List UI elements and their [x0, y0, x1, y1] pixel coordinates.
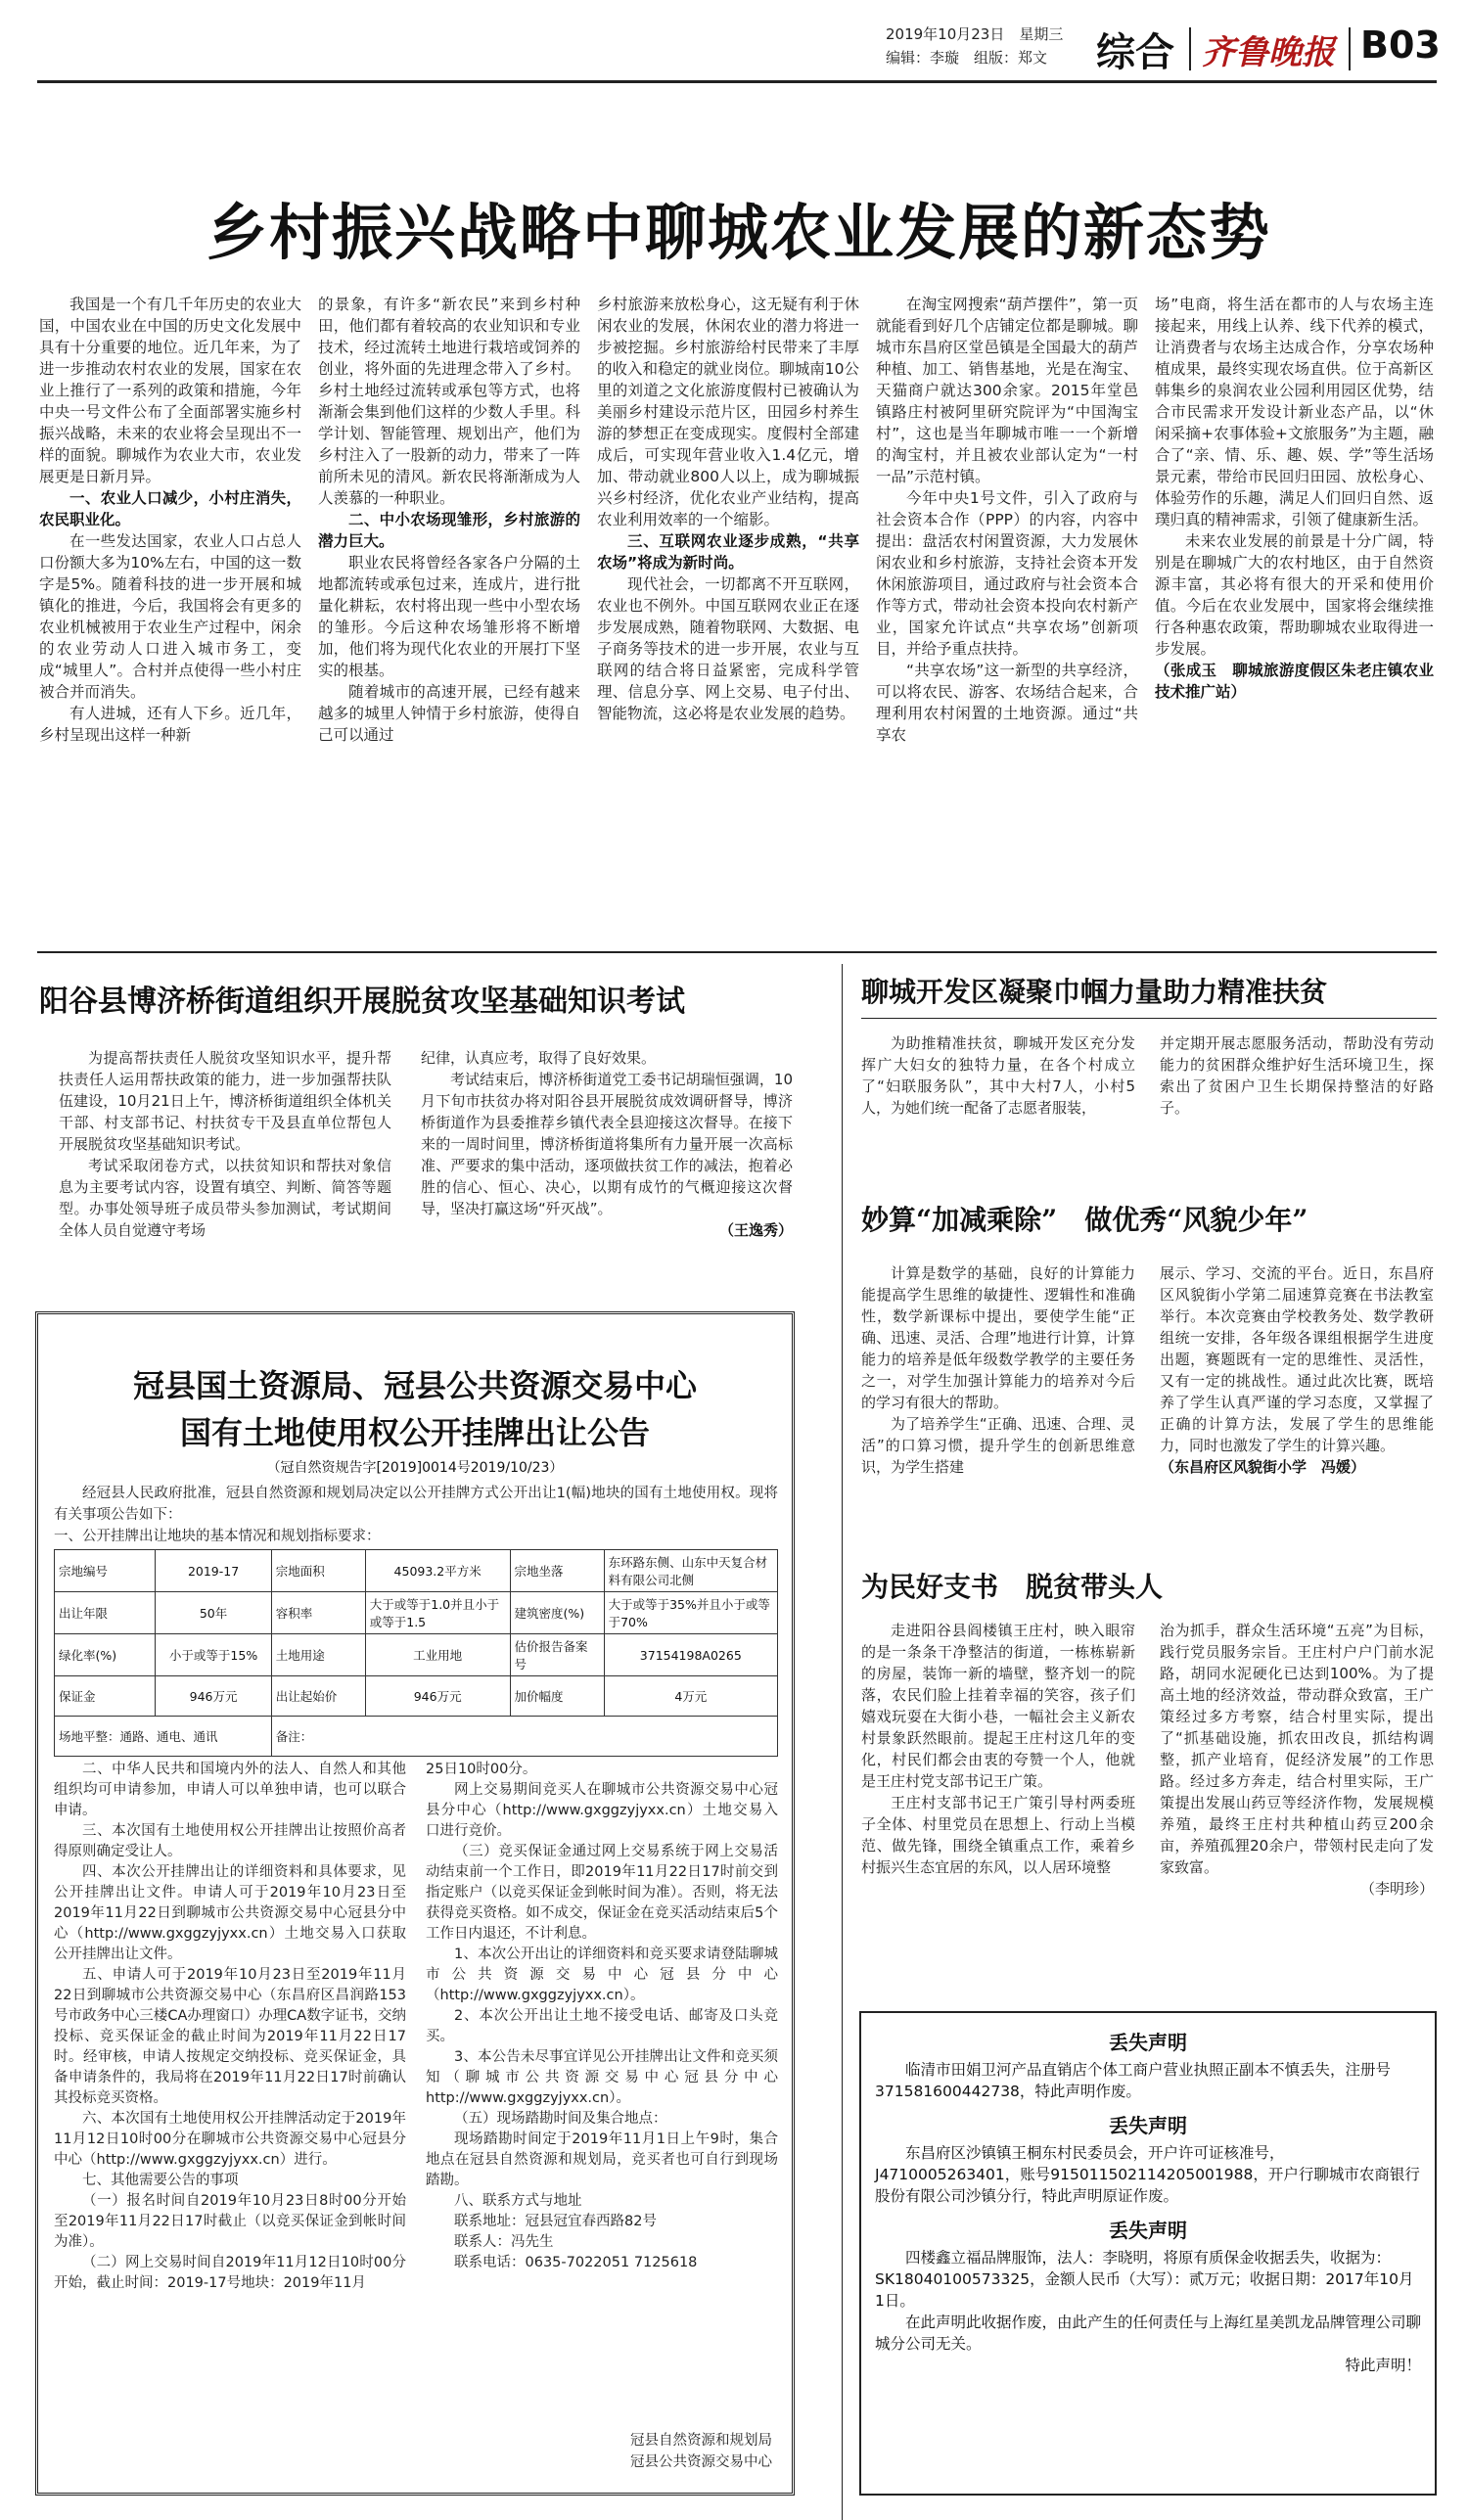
table-cell: 出让年限: [55, 1592, 156, 1634]
paragraph: 在此声明此收据作废，由此产生的任何责任与上海红星美凯龙品牌管理公司聊城分公司无关。: [875, 2314, 1422, 2353]
article-col: [861, 1262, 1135, 1478]
main-headline: 乡村振兴战略中聊城农业发展的新态势: [206, 197, 1271, 268]
paragraph: 四楼鑫立福品牌服饰，法人：李晓明，将原有质保金收据丢失，收据为：SK18040100573325，金额人民币（大写）：贰万元；收据日期：2017年10月1日。: [875, 2249, 1414, 2310]
paragraph: 东昌府区沙镇镇王桐东村民委员会，开户许可证核准号，J4710005263401，账号915011502114205001988，开户行聊城市农商银行股份有限公司沙镇分行，特此声明原证作废。: [875, 2144, 1420, 2205]
header-editors: 编辑：李璇 组版：郑文: [886, 49, 1048, 67]
paragraph: 联系地址：冠县冠宜春西路82号: [454, 2214, 657, 2229]
section-name: 综合: [1096, 29, 1174, 75]
notice-signature-2: 冠县公共资源交易中心: [630, 2454, 772, 2470]
subheading: 一、农业人口减少，小村庄消失，农民职业化。: [39, 489, 301, 528]
paragraph: 展示、学习、交流的平台。近日，东昌府区风貌街小学第二届速算竞赛在书法教室举行。本次竞赛由学校教务处、数学教研组统一安排，各年级各课组根据学生进度出题，赛题既有一定的思维性、灵活性，又有一定的挑战性。通过此次比赛，既培养了学生认真严谨的学习态度，又掌握了正确的计算方法，发展了学生的思维能力，同时也激发了学生的计算兴趣。: [1160, 1264, 1434, 1454]
table-cell: 出让起始价: [271, 1676, 365, 1717]
paragraph: 场”电商，将生活在都市的人与农场主连接起来，用线上认养、线下代养的模式，让消费者与农场主达成合作，分享农场种植成果，最终实现农场直供。位于高新区韩集乡的泉润农业公园利用园区优势，结合市民需求开发设计新业态产品，以“休闲采摘+农事体验+文旅服务”为主题，融合了“亲、情、乐、趣、娱、学”等生活场景元素，带给市民回归田园、放松身心、体验劳作的乐趣，满足人们回归自然、返璞归真的精神需求，引领了健康新生活。: [1155, 296, 1434, 528]
lead-col-3: [597, 294, 859, 724]
lost-notices: [859, 2011, 1437, 2496]
land-table: [54, 1549, 778, 1757]
table-cell: 估价报告备案号: [510, 1634, 604, 1676]
lead-col-4: [876, 294, 1138, 746]
byline: （王逸秀）: [718, 1221, 793, 1239]
table-cell: 37154198A0265: [604, 1634, 777, 1676]
paragraph: 网上交易期间竞买人在聊城市公共资源交易中心冠县分中心（http://www.gxggzyjyxx.cn）土地交易入口进行竞价。: [426, 1782, 778, 1839]
lead-col-1: [39, 294, 301, 746]
paragraph: 为助推精准扶贫，聊城开发区充分发挥广大妇女的独特力量，在各个村成立了“妇联服务队”，其中大村7人，小村5人，为她们统一配备了志愿者服装，: [861, 1034, 1135, 1117]
table-cell: 50年: [156, 1592, 271, 1634]
paragraph: 现代社会，一切都离不开互联网，农业也不例外。中国互联网农业正在逐步发展成熟，随着物联网、大数据、电子商务等技术的进一步开展，农业与互联网的结合将日益紧密，完成科学管理、信息分享、网上交易、电子付出、智能物流，这必将是农业发展的趋势。: [597, 575, 859, 722]
notice-right-col: [426, 1760, 778, 2273]
paragraph: 考试结束后，博济桥街道党工委书记胡瑞恒强调，10月下旬市扶贫办将对阳谷县开展脱贫成效调研督导，博济桥街道作为县委推荐乡镇代表全县迎接这次督导。在接下来的一周时间里，博济桥街道将集所有力量开展一次高标准、严要求的集中活动，逐项做扶贫工作的减法，抱着必胜的信心、恒心、决心，以期有成竹的气概迎接这次督导，坚决打赢这场“歼灭战”。: [421, 1071, 793, 1217]
notice-title-1: 冠县国土资源局、冠县公共资源交易中心: [132, 1367, 697, 1404]
header-divider: [1189, 27, 1191, 70]
article-col: [59, 1047, 391, 1241]
notice-number: （冠自然资规告字[2019]0014号2019/10/23）: [266, 1460, 564, 1476]
paragraph: 纪律，认真应考，取得了良好效果。: [421, 1049, 657, 1067]
paragraph: 计算是数学的基础，良好的计算能力能提高学生思维的敏捷性、逻辑性和准确性，数学新课标中提出，要使学生能“正确、迅速、灵活、合理”地进行计算，计算能力的培养是低年级数学教学的主要任务之一，对学生加强计算能力的培养对今后的学习有很大的帮助。: [861, 1264, 1135, 1411]
byline: （李明珍）: [1359, 1880, 1434, 1898]
notice-left-col: [54, 1760, 406, 2294]
table-row: [55, 1717, 778, 1757]
paragraph: 一、公开挂牌出让地块的基本情况和规划指标要求：: [54, 1529, 381, 1544]
notice-intro: [54, 1483, 778, 1547]
notice-heading: 丢失声明: [1109, 2114, 1187, 2137]
paragraph: 走进阳谷县阎楼镇王庄村，映入眼帘的是一条条干净整洁的街道，一栋栋崭新的房屋，装饰一新的墙壁，整齐划一的院落，农民们脸上挂着幸福的笑容，孩子们嬉戏玩耍在大街小巷，一幅社会主义新农村景象跃然眼前。提起王庄村这几年的变化，村民们都会由衷的夸赞一个人，他就是王庄村党支部书记王广策。: [861, 1622, 1135, 1790]
table-row: [55, 1550, 778, 1592]
table-row: [55, 1676, 778, 1717]
table-cell: 小于或等于15%: [156, 1634, 271, 1676]
table-cell: 加价幅度: [510, 1676, 604, 1717]
paragraph: 在一些发达国家，农业人口占总人口份额大多为10%左右，中国的这一数字是5%。随着科技的进一步开展和城镇化的推进，今后，我国将会有更多的农业机械被用于农业生产过程中，闲余的农业劳动人口进入城市务工，变成“城里人”。合村并点使得一些小村庄被合并而消失。: [39, 532, 301, 701]
article-title: 阳谷县博济桥街道组织开展脱贫攻坚基础知识考试: [39, 985, 685, 1019]
paragraph: 3、本公告未尽事宜详见公开挂牌出让文件和竞买须知（聊城市公共资源交易中心冠县分中心http://www.gxggzyjyxx.cn）。: [426, 2049, 778, 2106]
header-date: 2019年10月23日 星期三: [886, 25, 1064, 43]
newspaper-logo: 齐鲁晚报: [1202, 33, 1335, 72]
subheading: 二、中小农场现雏形，乡村旅游的潜力巨大。: [318, 511, 580, 550]
paragraph: 为提高帮扶责任人脱贫攻坚知识水平，提升帮扶责任人运用帮扶政策的能力，进一步加强帮扶队伍建设，10月21日上午，博济桥街道组织全体机关干部、村支部书记、村扶贫专干及县直单位帮包人开展脱贫攻坚基础知识考试。: [59, 1049, 391, 1153]
article-col: [1160, 1620, 1434, 1900]
subheading: 三、互联网农业逐步成熟，“共享农场”将成为新时尚。: [597, 532, 859, 572]
notice-signature-1: 冠县自然资源和规划局: [630, 2433, 772, 2449]
paragraph: 并定期开展志愿服务活动，帮助没有劳动能力的贫困群众维护好生活环境卫生，探索出了贫困户卫生长期保持整洁的好路子。: [1160, 1034, 1434, 1117]
paragraph: 治为抓手，群众生活环境“五亮”为目标，践行党员服务宗旨。王庄村户户门前水泥路，胡同水泥硬化已达到100%。为了提高土地的经济效益，带动群众致富，王广策经过多方考察，结合村里实际，提出了“抓基础设施，抓农田改良，抓结构调整，抓产业培育，促经济发展”的工作思路。经过多方奔走，结合村里实际，王广策提出发展山药豆等经济作物，发展规模养殖，最终王庄村共种植山药豆200余亩，养殖孤狸20余户，带领村民走向了发家致富。: [1160, 1622, 1434, 1876]
paragraph: （一）报名时间自2019年10月23日8时00分开始至2019年11月22日17时截止（以竞买保证金到帐时间为准）。: [54, 2193, 406, 2250]
paragraph: 五、申请人可于2019年10月23日至2019年11月22日到聊城市公共资源交易中心（东昌府区昌润路153号市政务中心三楼CA办理窗口）办理CA数字证书，交纳投标、竞买保证金的截止时间为2019年11月22日17时。经审核，申请人按规定交纳投标、竞买保证金，具备申请条件的，我局将在2019年11月22日17时前确认其投标竞买资格。: [54, 1967, 406, 2106]
article-col: [421, 1047, 793, 1241]
title-rule: [861, 1018, 1437, 1019]
table-row: [55, 1592, 778, 1634]
notice-heading: 丢失声明: [1109, 2031, 1187, 2054]
paragraph: 八、联系方式与地址: [454, 2193, 582, 2209]
paragraph: （三）竞买保证金通过网上交易系统于网上交易活动结束前一个工作日，即2019年11月22日17时前交到指定账户（以竞买保证金到帐时间为准）。否则，将无法获得竞买资格。如不成交，保证金在竞买活动结束后5个工作日内退还，不计利息。: [426, 1844, 778, 1942]
table-cell: 宗地编号: [55, 1550, 156, 1592]
notice-heading: 丢失声明: [1109, 2219, 1187, 2242]
table-cell: 大于或等于1.0并且小于或等于1.5: [365, 1592, 510, 1634]
paragraph: 临清市田娟卫河产品直销店个体工商户营业执照正副本不慎丢失，注册号371581600442738，特此声明作废。: [875, 2061, 1392, 2100]
paragraph: 经冠县人民政府批准，冠县自然资源和规划局决定以公开挂牌方式公开出让1(幅)地块的国有土地使用权。现将有关事项公告如下：: [54, 1486, 778, 1523]
article-col: [861, 1032, 1135, 1119]
paragraph: 三、本次国有土地使用权公开挂牌出让按照价高者得原则确定受让人。: [54, 1823, 406, 1859]
table-cell: 保证金: [55, 1676, 156, 1717]
byline: （张成玉 聊城旅游度假区朱老庄镇农业技术推广站）: [1155, 662, 1434, 701]
paragraph: 1、本次公开出让的详细资料和竞买要求请登陆聊城市公共资源交易中心冠县分中心（http://www.gxggzyjyxx.cn）。: [426, 1947, 778, 2003]
table-cell: 946万元: [365, 1676, 510, 1717]
table-cell: 2019-17: [156, 1550, 271, 1592]
paragraph: 为了培养学生“正确、迅速、合理、灵活”的口算习惯，提升学生的创新思维意识，为学生搭建: [861, 1415, 1135, 1476]
article-title: 为民好支书 脱贫带头人: [861, 1571, 1164, 1603]
paragraph: “共享农场”这一新型的共享经济，可以将农民、游客、农场结合起来，合理利用农村闲置的土地资源。通过“共享农: [876, 662, 1138, 744]
paragraph: 七、其他需要公告的事项: [82, 2173, 239, 2188]
table-cell: 宗地面积: [271, 1550, 365, 1592]
paragraph: 联系人：冯先生: [454, 2234, 554, 2250]
header-rule: [37, 80, 1437, 83]
table-cell: 宗地坐落: [510, 1550, 604, 1592]
section-rule: [37, 951, 1437, 953]
table-cell: 绿化率(%): [55, 1634, 156, 1676]
article-col: [1160, 1032, 1434, 1119]
article-title: 妙算“加减乘除” 做优秀“风貌少年”: [861, 1204, 1308, 1236]
paragraph: 现场踏勘时间定于2019年11月1日上午9时，集合地点在冠县自然资源和规划局，竞买者也可自行到现场踏勘。: [426, 2131, 778, 2188]
signature: 特此声明！: [1345, 2357, 1421, 2374]
article-col: [861, 1620, 1135, 1878]
table-cell: 大于或等于35%并且小于或等于70%: [604, 1592, 777, 1634]
article-title: 聊城开发区凝聚巾帼力量助力精准扶贫: [861, 976, 1328, 1008]
paragraph: 我国是一个有几千年历史的农业大国，中国农业在中国的历史文化发展中具有十分重要的地位。近几年来，为了进一步推动农村农业的发展，国家在农业上推行了一系列的政策和措施，今年中央一号文件公布了全面部署实施乡村振兴战略，未来的农业将会呈现出不一样的面貌。聊城作为农业大市，农业发展更是日新月异。: [39, 296, 301, 485]
table-cell: 工业用地: [365, 1634, 510, 1676]
paragraph: 在淘宝网搜索“葫芦摆件”，第一页就能看到好几个店铺定位都是聊城。聊城市东昌府区堂邑镇是全国最大的葫芦种植、加工、销售基地，光是在淘宝、天猫商户就达300余家。2015年堂邑镇路庄村被阿里研究院评为“中国淘宝村”，这也是当年聊城市唯一一个新增的淘宝村，并且被农业部认定为“一村一品”示范村镇。: [876, 296, 1138, 485]
table-cell: 备注：: [271, 1717, 777, 1757]
table-cell: 东环路东侧、山东中天复合材料有限公司北侧: [604, 1550, 777, 1592]
lead-col-5: [1155, 294, 1434, 703]
paragraph: 乡村旅游来放松身心，这无疑有利于休闲农业的发展，休闲农业的潜力将进一步被挖掘。乡村旅游给村民带来了丰厚的收入和稳定的就业岗位。聊城南10公里的刘道之文化旅游度假村已被确认为美丽乡村建设示范片区，田园乡村养生游的梦想正在变成现实。度假村全部建成后，可实现年营业收入1.4亿元，增加、带动就业800人以上，成为聊城振兴乡村经济，优化农业产业结构，提高农业利用效率的一个缩影。: [597, 296, 859, 528]
paragraph: 25日10时00分。: [426, 1762, 537, 1777]
paragraph: 随着城市的高速开展，已经有越来越多的城里人钟情于乡村旅游，使得自己可以通过: [318, 683, 580, 744]
paragraph: 有人进城，还有人下乡。近几年，乡村呈现出这样一种新: [39, 705, 301, 744]
paragraph: （五）现场踏勘时间及集合地点：: [454, 2111, 667, 2127]
lead-col-2: [318, 294, 580, 746]
header-divider-2: [1349, 27, 1351, 70]
paragraph: 王庄村支部书记王广策引导村两委班子全体、村里党员在思想上、行动上当模范、做先锋，围绕全镇重点工作，乘着乡村振兴生态宜居的东风，以人居环境整: [861, 1794, 1135, 1876]
page-number: B03: [1360, 23, 1441, 67]
paragraph: 未来农业发展的前景是十分广阔，特别是在聊城广大的农村地区，由于自然资源丰富，其必将有很大的开采和使用价值。今后在农业发展中，国家将会继续推行各种惠农政策，帮助聊城农业取得进一步发展。: [1155, 532, 1434, 658]
paragraph: 考试采取闭卷方式，以扶贫知识和帮扶对象信息为主要考试内容，设置有填空、判断、简答等题型。办事处领导班子成员带头参加测试，考试期间全体人员自觉遵守考场: [59, 1157, 391, 1239]
notice-title-2: 国有土地使用权公开挂牌出让公告: [179, 1414, 650, 1451]
article-col: [1160, 1262, 1434, 1478]
paragraph: 今年中央1号文件，引入了政府与社会资本合作（PPP）的内容，内容中提出：盘活农村闲置资源，大力发展休闲农业和乡村旅游，支持社会资本开发休闲旅游项目，通过政府与社会资本合作等方式，带动社会资本投向农村新产业，国家允许试点“共享农场”创新项目，并给予重点扶持。: [876, 489, 1138, 658]
paragraph: 四、本次公开挂牌出让的详细资料和具体要求，见公开挂牌出让文件。申请人可于2019年10月23日至2019年11月22日到聊城市公共资源交易中心冠县分中心（http://www.gxggzyjyxx.cn）土地交易入口获取公开挂牌出让文件。: [54, 1864, 406, 1962]
table-cell: 土地用途: [271, 1634, 365, 1676]
paragraph: 六、本次国有土地使用权公开挂牌活动定于2019年11月12日10时00分在聊城市公共资源交易中心冠县分中心（http://www.gxggzyjyxx.cn）进行。: [54, 2111, 406, 2168]
table-cell: 45093.2平方米: [365, 1550, 510, 1592]
column-rule: [842, 964, 843, 2520]
table-cell: 946万元: [156, 1676, 271, 1717]
paragraph: （二）网上交易时间自2019年11月12日10时00分开始，截止时间：2019-17号地块：2019年11月: [54, 2255, 406, 2291]
byline: （东昌府区风貌街小学 冯媛）: [1160, 1458, 1366, 1476]
paragraph: 2、本次公开出让土地不接受电话、邮寄及口头竞买。: [426, 2008, 778, 2044]
land-notice: [35, 1311, 795, 2496]
paragraph: 联系电话：0635-7022051 7125618: [454, 2255, 698, 2270]
table-cell: 场地平整：通路、通电、通讯: [55, 1717, 272, 1757]
paragraph: 的景象，有许多“新农民”来到乡村种田，他们都有着较高的农业知识和专业技术，经过流转土地进行栽培或饲养的创业，将外面的先进理念带入了乡村。乡村土地经过流转或承包等方式，也将渐渐会集到他们这样的少数人手里。科学计划、智能管理、规划出产，他们为乡村注入了一股新的动力，带来了一阵前所未见的清风。新农民将渐渐成为人人羡慕的一种职业。: [318, 296, 580, 507]
paragraph: 职业农民将曾经各家各户分隔的土地都流转或承包过来，连成片，进行批量化耕耘，农村将出现一些中小型农场的雏形。今后这种农场雏形将不断增加，他们将为现代化农业的开展打下坚实的根基。: [318, 554, 580, 679]
table-row: [55, 1634, 778, 1676]
table-cell: 4万元: [604, 1676, 777, 1717]
table-cell: 容积率: [271, 1592, 365, 1634]
paragraph: 二、中华人民共和国境内外的法人、自然人和其他组织均可申请参加，申请人可以单独申请，也可以联合申请。: [54, 1762, 406, 1818]
table-cell: 建筑密度(%): [510, 1592, 604, 1634]
